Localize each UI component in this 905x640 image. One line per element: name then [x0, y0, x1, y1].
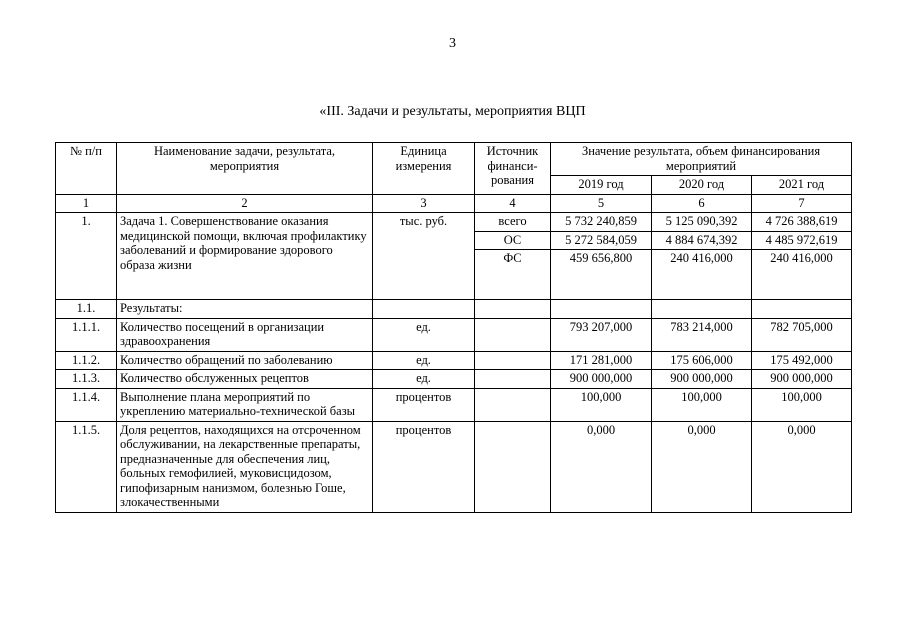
task-source: ОС: [475, 231, 551, 250]
task-value-2019: 459 656,800: [551, 250, 652, 268]
task-value-2019: 5 732 240,859: [551, 213, 652, 232]
result-num: 1.1.3.: [56, 370, 117, 389]
table-row: [56, 421, 852, 512]
result-value-2019: 100,000: [551, 388, 652, 421]
task-source: всего: [475, 213, 551, 232]
result-unit: ед.: [373, 318, 475, 351]
column-index: 6: [652, 194, 752, 213]
column-index: 3: [373, 194, 475, 213]
results-num: 1.1.: [56, 300, 117, 319]
result-name: Количество посещений в организации здравоохранения: [117, 318, 373, 351]
column-index: 1: [56, 194, 117, 213]
results-header-row: [56, 300, 852, 319]
empty-cell: [752, 300, 852, 319]
result-source: [475, 370, 551, 389]
result-value-2021: 0,000: [752, 421, 852, 512]
empty-cell: [652, 300, 752, 319]
empty-cell: [373, 300, 475, 319]
result-unit: ед.: [373, 351, 475, 370]
result-value-2020: 900 000,000: [652, 370, 752, 389]
result-name: Количество обращений по заболеванию: [117, 351, 373, 370]
header-row: [56, 143, 852, 176]
column-index: 7: [752, 194, 852, 213]
section-title: «III. Задачи и результаты, мероприятия ВЦП: [319, 104, 586, 119]
task-spacer: [752, 268, 852, 300]
task-spacer: [475, 268, 551, 300]
results-label: Результаты:: [117, 300, 373, 319]
task-unit: тыс. руб.: [373, 213, 475, 300]
task-value-2021: 4 726 388,619: [752, 213, 852, 232]
program-table: [55, 142, 852, 513]
task-num: 1.: [56, 213, 117, 300]
result-num: 1.1.1.: [56, 318, 117, 351]
empty-cell: [551, 300, 652, 319]
task-value-2021: 4 485 972,619: [752, 231, 852, 250]
table-row: [56, 370, 852, 389]
column-index: 5: [551, 194, 652, 213]
result-value-2021: 782 705,000: [752, 318, 852, 351]
task-source: ФС: [475, 250, 551, 268]
task-value-2020: 4 884 674,392: [652, 231, 752, 250]
task-value-2020: 240 416,000: [652, 250, 752, 268]
task-row: [56, 213, 852, 232]
column-index: 2: [117, 194, 373, 213]
table-row: [56, 351, 852, 370]
header-source: Источник финанси-рования: [475, 143, 551, 195]
result-num: 1.1.2.: [56, 351, 117, 370]
result-name: Доля рецептов, находящихся на отсроченном обслуживании, на лекарственные препараты, предназначенные для обеспечения лиц, больных гемофилией, муковисцидозом, гипофизарным нанизмом, болезнью Гоше, злокачественными: [117, 421, 373, 512]
column-index: 4: [475, 194, 551, 213]
result-value-2020: 783 214,000: [652, 318, 752, 351]
table-row: [56, 388, 852, 421]
result-value-2021: 900 000,000: [752, 370, 852, 389]
header-values: Значение результата, объем финансирования мероприятий: [551, 143, 852, 176]
result-name: Количество обслуженных рецептов: [117, 370, 373, 389]
header-year-2019: 2019 год: [551, 176, 652, 195]
column-index-row: [56, 194, 852, 213]
task-value-2021: 240 416,000: [752, 250, 852, 268]
result-source: [475, 351, 551, 370]
result-source: [475, 421, 551, 512]
header-unit: Единица измерения: [373, 143, 475, 195]
empty-cell: [475, 300, 551, 319]
result-value-2021: 175 492,000: [752, 351, 852, 370]
result-num: 1.1.5.: [56, 421, 117, 512]
result-value-2019: 171 281,000: [551, 351, 652, 370]
result-unit: ед.: [373, 370, 475, 389]
header-year-2020: 2020 год: [652, 176, 752, 195]
task-spacer: [551, 268, 652, 300]
page-number: 3: [449, 36, 456, 51]
task-spacer: [652, 268, 752, 300]
task-name: Задача 1. Совершенствование оказания медицинской помощи, включая профилактику заболеваний и формирование здорового образа жизни: [117, 213, 373, 300]
result-value-2020: 0,000: [652, 421, 752, 512]
result-value-2019: 900 000,000: [551, 370, 652, 389]
task-value-2019: 5 272 584,059: [551, 231, 652, 250]
header-num: № п/п: [56, 143, 117, 195]
result-value-2021: 100,000: [752, 388, 852, 421]
task-value-2020: 5 125 090,392: [652, 213, 752, 232]
result-value-2019: 0,000: [551, 421, 652, 512]
result-source: [475, 388, 551, 421]
table-row: [56, 318, 852, 351]
result-unit: процентов: [373, 421, 475, 512]
result-value-2020: 100,000: [652, 388, 752, 421]
header-name: Наименование задачи, результата, мероприятия: [117, 143, 373, 195]
result-value-2020: 175 606,000: [652, 351, 752, 370]
result-name: Выполнение плана мероприятий по укреплению материально-технической базы: [117, 388, 373, 421]
result-unit: процентов: [373, 388, 475, 421]
result-num: 1.1.4.: [56, 388, 117, 421]
result-value-2019: 793 207,000: [551, 318, 652, 351]
result-source: [475, 318, 551, 351]
header-year-2021: 2021 год: [752, 176, 852, 195]
